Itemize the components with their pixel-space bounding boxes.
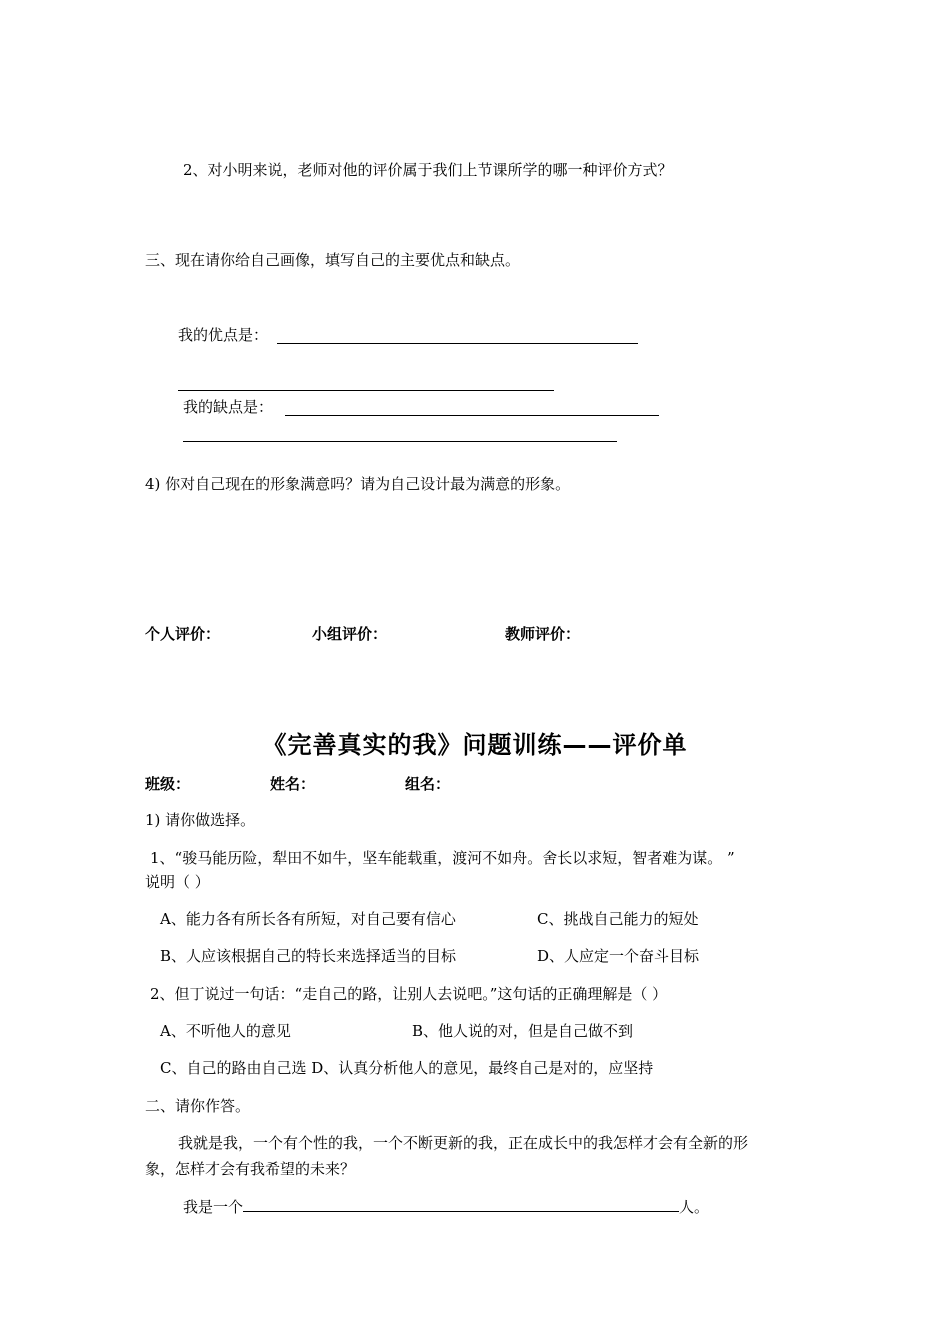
section-3-heading: 三、现在请你给自己画像，填写自己的主要优点和缺点。 bbox=[145, 251, 521, 269]
i-am-answer-line[interactable] bbox=[243, 1196, 679, 1212]
weaknesses-answer-line[interactable] bbox=[285, 415, 659, 416]
q1-option-b: B、人应该根据自己的特长来选择适当的目标 bbox=[160, 947, 457, 965]
mc-question-1: 1、“骏马能历险，犁田不如牛，坚车能载重，渡河不如舟。舍长以求短，智者难为谋。 ” bbox=[150, 849, 735, 867]
q1-option-d: D、人应定一个奋斗目标 bbox=[537, 947, 700, 965]
q2-options-c-d: C、自己的路由自己选 D、认真分析他人的意见，最终自己是对的，应坚持 bbox=[160, 1059, 654, 1077]
eval-group-label: 小组评价： bbox=[312, 625, 388, 643]
group-label: 组名： bbox=[405, 775, 451, 793]
strengths-label: 我的优点是： bbox=[178, 326, 269, 344]
worksheet-title: 《完善真实的我》问题训练——评价单 bbox=[262, 731, 688, 759]
mc-question-2: 2、但丁说过一句话：“走自己的路，让别人去说吧。”这句话的正确理解是（ ） bbox=[150, 985, 668, 1003]
question-2: 2、对小明来说，老师对他的评价属于我们上节课所学的哪一种评价方式？ bbox=[183, 161, 673, 179]
strengths-answer-line[interactable] bbox=[277, 343, 638, 344]
class-label: 班级： bbox=[145, 775, 191, 793]
weaknesses-answer-line-2[interactable] bbox=[183, 441, 617, 442]
section-2-heading: 二、请你作答。 bbox=[145, 1097, 251, 1115]
paragraph-line-1: 我就是我，一个有个性的我，一个不断更新的我，正在成长中的我怎样才会有全新的形 bbox=[178, 1134, 749, 1152]
paragraph-line-2: 象，怎样才会有我希望的未来？ bbox=[145, 1160, 356, 1178]
q2-option-a: A、不听他人的意见 bbox=[160, 1022, 291, 1040]
i-am-prefix: 我是一个 bbox=[183, 1198, 244, 1216]
i-am-suffix: 人。 bbox=[679, 1198, 710, 1216]
weaknesses-label: 我的缺点是： bbox=[183, 398, 274, 416]
q2-option-b: B、他人说的对，但是自己做不到 bbox=[412, 1022, 634, 1040]
section-1-heading: 1) 请你做选择。 bbox=[145, 811, 256, 829]
question-4: 4) 你对自己现在的形象满意吗？请为自己设计最为满意的形象。 bbox=[145, 475, 571, 493]
q1-option-a: A、能力各有所长各有所短，对自己要有信心 bbox=[160, 910, 456, 928]
name-label: 姓名： bbox=[270, 775, 316, 793]
i-am-sentence bbox=[183, 1196, 709, 1217]
eval-teacher-label: 教师评价： bbox=[505, 625, 581, 643]
q1-option-c: C、挑战自己能力的短处 bbox=[537, 910, 699, 928]
strengths-answer-line-2[interactable] bbox=[178, 390, 554, 391]
eval-personal-label: 个人评价： bbox=[145, 625, 221, 643]
mc-question-1-blank: 说明（ ） bbox=[145, 873, 210, 891]
